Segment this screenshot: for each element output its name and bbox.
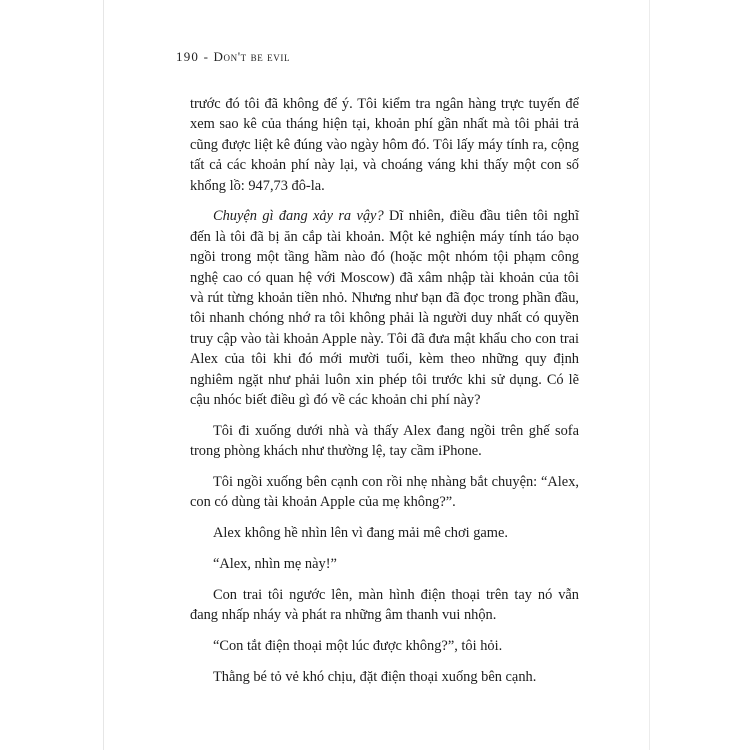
paragraph-italic-lead: Chuyện gì đang xảy ra vậy? bbox=[213, 208, 384, 225]
running-title: Don't be evil bbox=[213, 49, 291, 64]
paragraph-text: Alex không hề nhìn lên vì đang mải mê chơi game. bbox=[213, 525, 508, 542]
paragraph-text: “Con tắt điện thoại một lúc được không?”, tôi hỏi. bbox=[213, 638, 503, 655]
paragraph-text: Thằng bé tỏ vẻ khó chịu, đặt điện thoại xuống bên cạnh. bbox=[213, 668, 537, 685]
paragraph-text: Tôi ngồi xuống bên cạnh con rồi nhẹ nhàng bắt chuyện: “Alex, con có dùng tài khoản Apple của mẹ không?”. bbox=[190, 474, 579, 511]
page-number: 190 bbox=[176, 49, 200, 64]
paragraph bbox=[190, 94, 579, 196]
body-text bbox=[190, 94, 579, 698]
paragraph-text: Tôi đi xuống dưới nhà và thấy Alex đang ngồi trên ghế sofa trong phòng khách như thường lệ, tay cầm iPhone. bbox=[190, 422, 579, 460]
paragraph bbox=[190, 421, 579, 462]
paragraph bbox=[190, 667, 579, 687]
paragraph bbox=[190, 636, 579, 656]
paragraph bbox=[190, 554, 579, 574]
header-separator: - bbox=[203, 49, 210, 64]
paragraph bbox=[190, 585, 579, 626]
paragraph-text: Dĩ nhiên, điều đầu tiên tôi nghĩ đến là tôi đã bị ăn cắp tài khoản. Một kẻ nghiện máy tính táo bạo ngồi trong một tầng hầm nào đó (hoặc một nhóm tội phạm công nghệ cao có quan hệ với Moscow) đã xâm nhập tài khoản của tôi và rút từng khoản tiền nhỏ. Nhưng như bạn đã đọc trong phần đầu, tôi nhanh chóng nhớ ra tôi không phải là người duy nhất có quyền truy cập vào tài khoản Apple này. Tôi đã đưa mật khẩu cho con trai Alex của tôi khi đó mới mười tuổi, kèm theo những quy định nghiêm ngặt như phải luôn xin phép tôi trước khi sử dụng. Có lẽ cậu nhóc biết điều gì đó về các khoản chi phí này? bbox=[190, 208, 579, 409]
paragraph-text: trước đó tôi đã không để ý. Tôi kiểm tra ngân hàng trực tuyến để xem sao kê của tháng hiện tại, khoản phí gần nhất mà tôi phải trả cũng được liệt kê đúng vào ngày hôm đó. Tôi lấy máy tính ra, cộng tất cả các khoản phí này lại, và choáng váng khi thấy một con số khổng lồ: 947,73 đô-la. bbox=[190, 96, 579, 194]
paragraph-text: Con trai tôi ngước lên, màn hình điện thoại trên tay nó vẫn đang nhấp nháy và phát ra những âm thanh vui nhộn. bbox=[190, 586, 579, 624]
paragraph-text: “Alex, nhìn mẹ này!” bbox=[213, 556, 337, 573]
paragraph bbox=[190, 472, 579, 513]
paragraph bbox=[190, 523, 579, 543]
paragraph bbox=[190, 206, 579, 410]
running-header bbox=[176, 49, 290, 65]
